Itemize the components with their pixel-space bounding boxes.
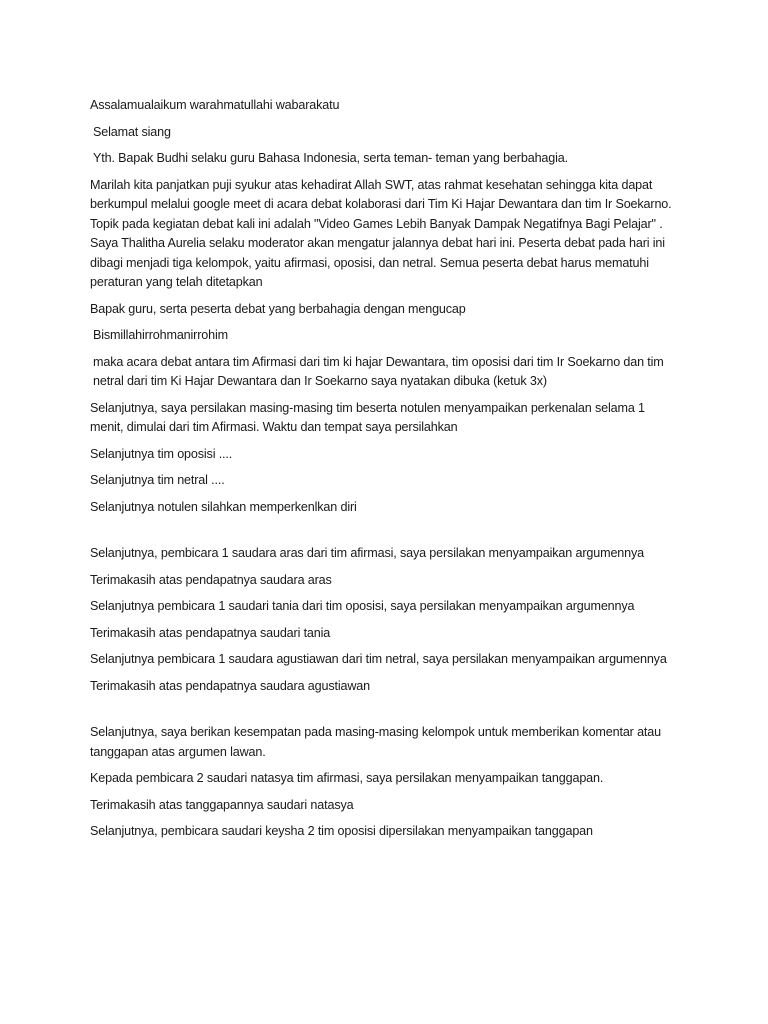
paragraph-greeting: Assalamualaikum warahmatullahi wabarakatu: [90, 98, 340, 112]
paragraph-speaker-1-neutral: Selanjutnya pembicara 1 saudara agustiawan dari tim netral, saya persilakan menyampaikan argumennya: [90, 652, 667, 666]
paragraph-opposition-intro: Selanjutnya tim oposisi ....: [90, 446, 233, 461]
paragraph-spacer: [90, 524, 672, 544]
paragraph-salutation: Selamat siang: [93, 124, 171, 139]
paragraph-introductions: Selanjutnya, saya persilakan masing-masing tim beserta notulen menyampaikan perkenalan selama 1 menit, dimulai dari tim Afirmasi. Waktu dan tempat saya persilahkan: [90, 400, 645, 434]
paragraph-invitation: Bapak guru, serta peserta debat yang berbahagia dengan mengucap: [90, 301, 466, 316]
paragraph-thanks-tania: Terimakasih atas pendapatnya saudari tania: [90, 625, 331, 640]
paragraph-opening: Marilah kita panjatkan puji syukur atas kehadirat Allah SWT, atas rahmat kesehatan sehingga kita dapat berkumpul melalui google meet di acara debat kolaborasi dari Tim Ki Hajar Dewantara dan tim Ir Soekarno. Topik pada kegiatan debat kali ini adalah "Video Games Lebih Banyak Dampak Negatifnya Bagi Pelajar" . Saya Thalitha Aurelia selaku moderator akan mengatur jalannya debat hari ini. Peserta debat pada hari ini dibagi menjadi tiga kelompok, yaitu afirmasi, oposisi, dan netral. Semua peserta debat harus mematuhi peraturan yang telah ditetapkan: [90, 177, 672, 289]
paragraph-speaker-2-opposition: Selanjutnya, pembicara saudari keysha 2 tim oposisi dipersilakan menyampaikan tanggapan: [90, 824, 593, 838]
paragraph-addressee: Yth. Bapak Budhi selaku guru Bahasa Indonesia, serta teman- teman yang berbahagia.: [93, 151, 568, 165]
paragraph-notulen-intro: Selanjutnya notulen silahkan memperkenlkan diri: [90, 499, 357, 514]
paragraph-thanks-natasya: Terimakasih atas tanggapannya saudari natasya: [90, 797, 354, 812]
paragraph-bismillah: Bismillahirrohmanirrohim: [93, 328, 228, 342]
paragraph-neutral-intro: Selanjutnya tim netral ....: [90, 473, 225, 487]
paragraph-speaker-1-affirmation: Selanjutnya, pembicara 1 saudara aras dari tim afirmasi, saya persilakan menyampaikan argumennya: [90, 546, 645, 560]
paragraph-spacer: [90, 703, 672, 723]
paragraph-rebuttal-session: Selanjutnya, saya berikan kesempatan pada masing-masing kelompok untuk memberikan komentar atau tanggapan atas argumen lawan.: [90, 725, 661, 759]
paragraph-opening-declaration: maka acara debat antara tim Afirmasi dari tim ki hajar Dewantara, tim oposisi dari tim Ir Soekarno dan tim netral dari tim Ki Hajar Dewantara dan Ir Soekarno saya nyatakan dibuka (ketuk 3x): [93, 354, 664, 388]
paragraph-speaker-1-opposition: Selanjutnya pembicara 1 saudari tania dari tim oposisi, saya persilakan menyampaikan argumennya: [90, 599, 635, 613]
paragraph-speaker-2-affirmation: Kepada pembicara 2 saudari natasya tim afirmasi, saya persilakan menyampaikan tanggapan.: [90, 771, 604, 785]
paragraph-thanks-aras: Terimakasih atas pendapatnya saudara aras: [90, 572, 332, 587]
paragraph-thanks-agustiawan: Terimakasih atas pendapatnya saudara agustiawan: [90, 678, 370, 693]
